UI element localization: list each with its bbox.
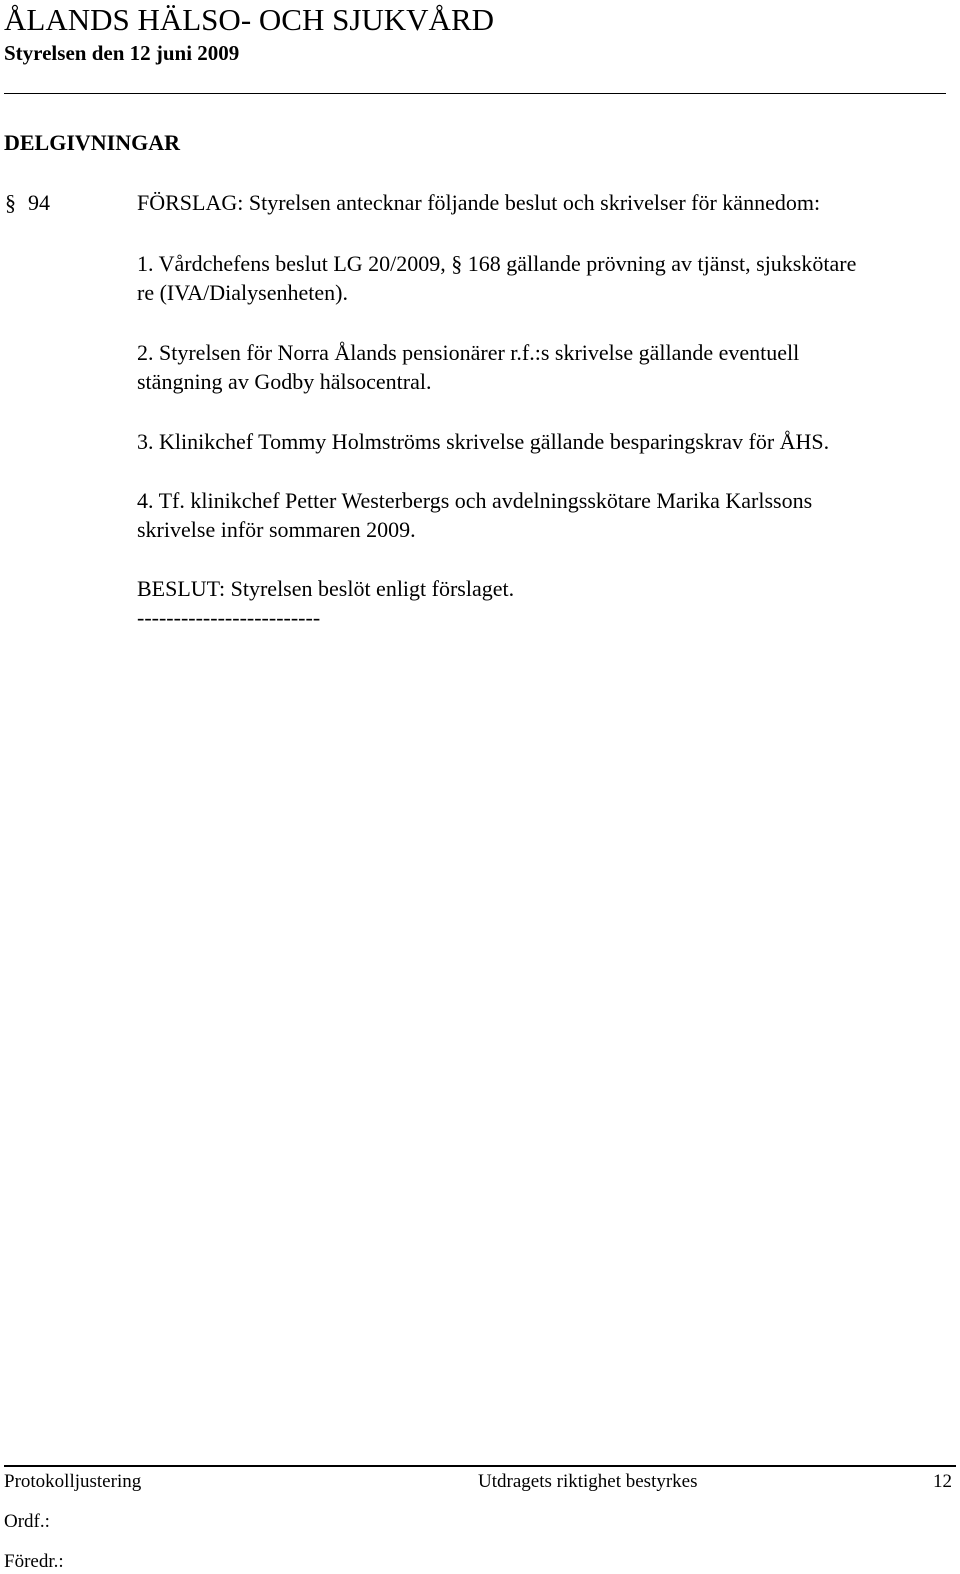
presenter-label: Föredr.: xyxy=(4,1551,64,1572)
list-item xyxy=(137,427,927,456)
decision-text: BESLUT: Styrelsen beslöt enligt förslaget. xyxy=(137,576,515,601)
chairman-label: Ordf.: xyxy=(4,1511,50,1532)
list-item xyxy=(137,338,927,396)
section-title: DELGIVNINGAR xyxy=(4,130,181,155)
organization-title: ÅLANDS HÄLSO- OCH SJUKVÅRD xyxy=(4,2,495,37)
footer-protocol-check: Protokolljustering xyxy=(4,1471,142,1492)
list-item xyxy=(137,249,927,307)
list-item-line: re (IVA/Dialysenheten). xyxy=(137,280,348,305)
list-item-line: 3. Klinikchef Tommy Holmströms skrivelse gällande besparingskrav för ÅHS. xyxy=(137,429,830,454)
proposal-text: FÖRSLAG: Styrelsen antecknar följande beslut och skrivelser för kännedom: xyxy=(137,190,821,215)
header-divider xyxy=(4,93,946,94)
paragraph-symbol: § xyxy=(5,190,16,215)
page-number: 12 xyxy=(933,1471,952,1492)
meeting-date-line: Styrelsen den 12 juni 2009 xyxy=(4,41,240,65)
list-item-line: 2. Styrelsen för Norra Ålands pensionärer r.f.:s skrivelse gällande eventuell xyxy=(137,340,800,365)
footer-certification: Utdragets riktighet bestyrkes xyxy=(478,1471,698,1492)
list-item-line: 1. Vårdchefens beslut LG 20/2009, § 168 gällande prövning av tjänst, sjukskötare xyxy=(137,251,857,276)
list-item-line: stängning av Godby hälsocentral. xyxy=(137,369,432,394)
paragraph-number: 94 xyxy=(28,190,50,215)
list-item xyxy=(137,486,927,544)
footer-divider xyxy=(4,1465,956,1467)
list-item-line: skrivelse inför sommaren 2009. xyxy=(137,517,416,542)
separator-dashes: ------------------------- xyxy=(137,605,321,630)
list-item-line: 4. Tf. klinikchef Petter Westerbergs och avdelningsskötare Marika Karlssons xyxy=(137,488,813,513)
